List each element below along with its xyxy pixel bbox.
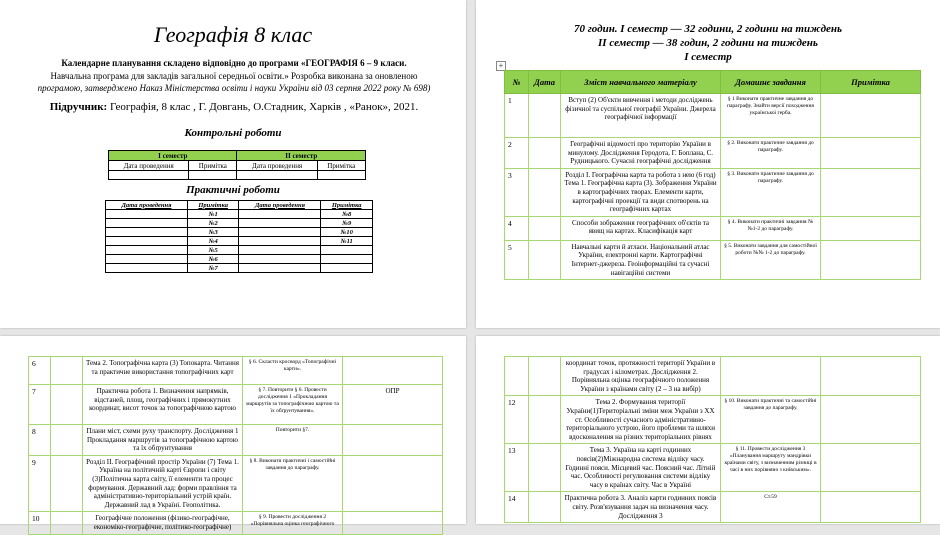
lesson-note	[821, 357, 921, 396]
table-cell	[239, 228, 321, 237]
lesson-number: 14	[505, 492, 529, 523]
table-cell: №10	[321, 228, 373, 237]
table-cell	[239, 210, 321, 219]
lesson-row	[505, 240, 921, 279]
table-move-handle-icon[interactable]: +	[496, 61, 506, 71]
lesson-homework: § 7. Повторити § 6. Провести дослідження 1 «Прокладання маршрутів за топографічною картою та їх обґрунтування».	[243, 385, 343, 425]
lesson-row	[505, 94, 921, 138]
semester-label: І семестр	[684, 51, 732, 63]
lesson-date	[51, 357, 83, 385]
column-header: Зміст навчального матеріалу	[561, 71, 721, 94]
table-cell	[237, 171, 317, 180]
lesson-note	[343, 357, 443, 385]
lesson-number: 13	[505, 444, 529, 492]
table-row	[106, 237, 373, 246]
table-cell	[239, 219, 321, 228]
lesson-homework: § 2. Виконати практичне завдання до параграфу.	[721, 138, 821, 169]
plan-line-3: програмою, затверджено Наказ Міністерства освіти і науки України від 03 серпня 2022 року № 698)	[37, 83, 431, 93]
lesson-plan-table	[504, 356, 921, 523]
lesson-row	[505, 492, 921, 523]
practical-works-title: Практичні роботи	[186, 184, 280, 196]
lesson-homework: Ст.59	[721, 492, 821, 523]
lesson-note	[821, 216, 921, 240]
table-cell	[321, 255, 373, 264]
lesson-row	[29, 455, 443, 512]
table-row	[106, 255, 373, 264]
lesson-date	[51, 512, 83, 534]
lesson-note	[343, 455, 443, 512]
lesson-homework: § 10. Виконати практичні та самостійні завдання до параграфу.	[721, 396, 821, 444]
table-cell	[321, 264, 373, 273]
lesson-content: Навчальні карти й атласи. Національний атлас України, електронні карти. Картографічні Інтернет-джерела. Геоінформаційні та сучасні навігаційні системи	[561, 240, 721, 279]
table-row	[106, 264, 373, 273]
lesson-row	[505, 357, 921, 396]
lesson-row	[29, 512, 443, 534]
column-header: Домашнє завдання	[721, 71, 821, 94]
lesson-note	[821, 492, 921, 523]
column-header: Дата проведення	[106, 201, 188, 210]
hours-line-1: 70 годин. І семестр — 32 години, 2 години на тиждень	[573, 23, 843, 35]
table-row	[106, 246, 373, 255]
lesson-row	[505, 216, 921, 240]
table-cell: №5	[187, 246, 239, 255]
table-cell: №11	[321, 237, 373, 246]
column-header: Примітка	[187, 201, 239, 210]
lesson-content: Тема 2. Топографічна карта (3) Топокарта. Читання та практичне використання топографічних карт	[83, 357, 243, 385]
hours-line-2: ІІ семестр — 38 годин, 2 години на тиждень	[598, 37, 818, 49]
lesson-homework: § 4. Виконати практичні завдання №№1-2 до параграфу.	[721, 216, 821, 240]
table-row	[106, 228, 373, 237]
column-header: Дата	[529, 71, 561, 94]
lesson-number: 3	[505, 168, 529, 216]
lesson-content: Практична робота 1. Визначення напрямків, відстаней, площ, географічних і прямокутних координат, висот точок за топографічною картою	[83, 385, 243, 425]
lesson-number: 10	[29, 512, 51, 534]
lesson-number: 8	[29, 425, 51, 456]
document-page-2	[476, 0, 940, 328]
lesson-content: Розділ ІІ. Географічний простір України (7) Тема 1. Україна на політичній карті Європи і світу (3)Політична карта світу, її елементи та процес формування. Державний лад: форми правління та адміністративно-територіальний устрій країн. Державний лад в Україні. Геополітика.	[83, 455, 243, 512]
lesson-note	[821, 444, 921, 492]
lesson-homework: Повторити §7.	[243, 425, 343, 456]
lesson-number: 1	[505, 94, 529, 138]
lesson-content: Розділ І. Географічна карта та робота з нею (6 год) Тема 1. Географічна карта (3). Зображення України в картографічних творах. Елементи карти, картографічні проекції та види спотворень на географічних картах	[561, 168, 721, 216]
lesson-row	[505, 168, 921, 216]
lesson-note	[821, 240, 921, 279]
lesson-content: Практична робота 3. Аналіз карти годинних поясів світу. Розв'язування задач на визначення часу. Дослідження 3	[561, 492, 721, 523]
lesson-note: ОПР	[343, 385, 443, 425]
lesson-number: 4	[505, 216, 529, 240]
date-header: Дата проведення	[109, 161, 189, 171]
table-cell: №8	[321, 210, 373, 219]
lesson-note	[343, 425, 443, 456]
table-cell	[239, 246, 321, 255]
document-page-1	[0, 0, 466, 328]
lesson-row	[29, 425, 443, 456]
lesson-content: Тема 2. Формування території України(1)Територіальні зміни меж України з XX ст. Особливості сучасного адміністративно-територіального устрою, його проблеми та шляхи вдосконалення на різних територіальних рівнях	[561, 396, 721, 444]
lesson-homework: § 8. Виконати практичні і самостійні завдання до параграфу.	[243, 455, 343, 512]
semester-1-header: І семестр	[109, 151, 237, 161]
table-cell	[239, 255, 321, 264]
textbook-label: Підручник:	[49, 101, 108, 113]
lesson-content: Тема 3. Україна на карті годинних поясів(2)Міжнародна система відліку часу. Годинні пояси. Місцевий час. Поясний час. Літній час. Особливості регулювання системи відліку часу в країнах світу. Час в Україні	[561, 444, 721, 492]
lesson-row	[505, 444, 921, 492]
lesson-homework: § 1 Виконати практичне завдання до параграфу. Знайти версії походження української герба.	[721, 94, 821, 138]
table-cell: №2	[187, 219, 239, 228]
lesson-date	[51, 425, 83, 456]
textbook-text: Географія, 8 клас , Г. Довгань, О.Стадник, Харків , «Ранок», 2021.	[107, 101, 419, 113]
document-page-3	[0, 336, 466, 531]
table-cell: №9	[321, 219, 373, 228]
column-header: Примітка	[821, 71, 921, 94]
lesson-number: 7	[29, 385, 51, 425]
lesson-number: 12	[505, 396, 529, 444]
semester-2-header: ІІ семестр	[237, 151, 366, 161]
lesson-number	[505, 357, 529, 396]
lesson-note	[343, 512, 443, 534]
lesson-note	[821, 138, 921, 169]
lesson-content: Вступ (2) Об'єкти вивчення і методи досліджень фізичної та суспільної географії України. Джерела географічної інформації	[561, 94, 721, 138]
lesson-date	[529, 357, 561, 396]
lesson-date	[51, 455, 83, 512]
lesson-row	[29, 385, 443, 425]
lesson-homework: § 6. Скласти кросворд «Топографічні карти».	[243, 357, 343, 385]
table-cell	[189, 171, 237, 180]
lesson-content: Плани міст, схеми руху транспорту. Дослідження 1 Прокладання маршрутів за топографічною картою та їх обґрунтування	[83, 425, 243, 456]
lesson-note	[821, 168, 921, 216]
lesson-date	[529, 444, 561, 492]
textbook-line	[14, 100, 454, 114]
lesson-note	[821, 396, 921, 444]
table-row	[106, 210, 373, 219]
lesson-row	[29, 357, 443, 385]
lesson-number: 6	[29, 357, 51, 385]
table-cell	[317, 171, 365, 180]
lesson-date	[51, 385, 83, 425]
control-works-title: Контрольні роботи	[184, 127, 282, 139]
document-page-4	[476, 336, 940, 524]
table-cell	[106, 264, 188, 273]
page-title: Географія 8 клас	[153, 22, 313, 47]
lesson-plan-table	[28, 356, 443, 535]
table-cell	[106, 219, 188, 228]
lesson-homework: § 11. Провести дослідження 3 «Планування маршруту мандрівки країнами світу, з визначенням різниці в часі в них порівняно з київським».	[721, 444, 821, 492]
lesson-date	[529, 216, 561, 240]
lesson-content: Географічне положення (фізико-географічне, економіко-географічне, політико-географічне)	[83, 512, 243, 534]
table-cell	[109, 171, 189, 180]
table-cell: №1	[187, 210, 239, 219]
plan-line-2: Навчальна програма для закладів загальної середньої освіти.» Розробка виконана за оновленою	[50, 71, 418, 81]
table-cell: №4	[187, 237, 239, 246]
lesson-date	[529, 94, 561, 138]
lesson-date	[529, 168, 561, 216]
column-header: Примітка	[321, 201, 373, 210]
table-cell	[106, 210, 188, 219]
table-cell	[239, 264, 321, 273]
lesson-date	[529, 138, 561, 169]
lesson-content: координат точок, протяжності території України в градусах і кілометрах. Дослідження 2. Порівняльна оцінка географічного положення України з країнами світу (2 – 3 на вибір)	[561, 357, 721, 396]
note-header: Примітка	[317, 161, 365, 171]
lesson-homework	[721, 357, 821, 396]
table-cell	[321, 246, 373, 255]
lesson-content: Географічні відомості про територію України в минулому. Дослідження Геродота, Г. Боплана, С. Рудницького. Сучасні географічні дослідження	[561, 138, 721, 169]
table-cell: №3	[187, 228, 239, 237]
table-cell	[106, 228, 188, 237]
lesson-note	[821, 94, 921, 138]
column-header: Дата проведення	[239, 201, 321, 210]
control-works-table	[108, 150, 366, 180]
lesson-homework: § 5. Виконати завдання для самостійної роботи №№ 1-2 до параграфу.	[721, 240, 821, 279]
lesson-date	[529, 240, 561, 279]
table-row	[106, 219, 373, 228]
date-header: Дата проведення	[237, 161, 317, 171]
table-cell	[106, 237, 188, 246]
lesson-homework: § 3. Виконати практичне завдання до параграфу.	[721, 168, 821, 216]
table-cell: №7	[187, 264, 239, 273]
lesson-plan-table	[504, 70, 921, 280]
lesson-row	[505, 138, 921, 169]
table-cell: №6	[187, 255, 239, 264]
table-cell	[239, 237, 321, 246]
lesson-content: Способи зображення географічних об'єктів та явищ на картах. Класифікація карт	[561, 216, 721, 240]
lesson-date	[529, 492, 561, 523]
lesson-homework: § 9. Провести дослідження 2 «Порівняльна оцінка географічного	[243, 512, 343, 534]
lesson-row	[505, 396, 921, 444]
note-header: Примітка	[189, 161, 237, 171]
lesson-number: 5	[505, 240, 529, 279]
practical-works-table	[105, 200, 373, 273]
lesson-number: 2	[505, 138, 529, 169]
plan-line-1: Календарне планування складено відповідно до програми «ГЕОГРАФІЯ 6 – 9 класи.	[61, 58, 407, 68]
column-header: №	[505, 71, 529, 94]
lesson-date	[529, 396, 561, 444]
lesson-number: 9	[29, 455, 51, 512]
table-cell	[106, 246, 188, 255]
table-cell	[106, 255, 188, 264]
